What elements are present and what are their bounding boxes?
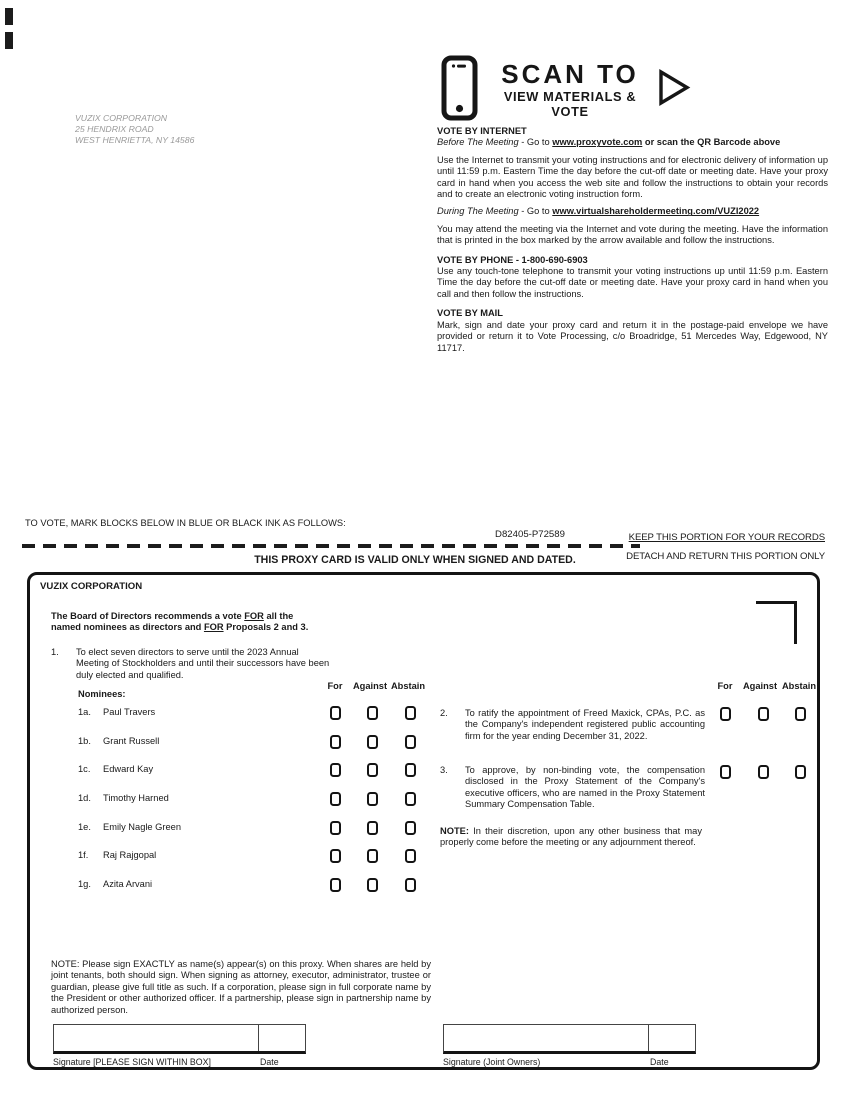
vote-by-phone-section: [437, 255, 828, 301]
vote-by-internet-section: [437, 126, 828, 247]
during-meeting-line: During The Meeting - Go to www.virtualshareholdermeeting.com/VUZI2022: [437, 206, 760, 217]
scan-subtitle: VIEW MATERIALS & VOTE: [503, 89, 637, 119]
proposal-1-number: 1.: [51, 647, 59, 657]
checkbox-1e-abstain[interactable]: [405, 821, 416, 835]
nominee-row: [30, 849, 450, 865]
voting-instructions: [437, 126, 828, 362]
signature-date-divider: [258, 1025, 259, 1051]
control-number: D82405-P72589: [495, 529, 565, 540]
signature-left-labels: [53, 1057, 279, 1068]
checkbox-1g-against[interactable]: [367, 878, 378, 892]
proposal-1-text: To elect seven directors to serve until the 2023 Annual Meeting of Stockholders and until their successors have been duly elected and qualified.: [76, 647, 330, 680]
checkbox-1f-abstain[interactable]: [405, 849, 416, 863]
date-label: Date: [650, 1057, 669, 1067]
registration-mark: [5, 32, 13, 49]
signature-label: Signature [PLEASE SIGN WITHIN BOX]: [53, 1057, 211, 1067]
proposal-3-number: 3.: [440, 765, 448, 775]
before-meeting-line: Before The Meeting - Go to www.proxyvote.com or scan the QR Barcode above: [437, 137, 781, 148]
nominee-id: 1g.: [78, 879, 91, 889]
nominee-name: Grant Russell: [103, 736, 160, 746]
nominee-row: [30, 792, 450, 808]
checkbox-1c-for[interactable]: [330, 763, 341, 777]
signature-box-primary[interactable]: [53, 1024, 306, 1054]
mark-instruction: TO VOTE, MARK BLOCKS BELOW IN BLUE OR BLACK INK AS FOLLOWS:: [25, 518, 346, 528]
proposal-2-text: To ratify the appointment of Freed Maxick, CPAs, P.C. as the Company's independent registered public accounting firm for the year ending December 31, 2022.: [465, 708, 705, 741]
detach-portion-label: DETACH AND RETURN THIS PORTION ONLY: [626, 551, 825, 562]
checkbox-1b-for[interactable]: [330, 735, 341, 749]
nominee-name: Emily Nagle Green: [103, 822, 182, 832]
vote-by-mail-section: [437, 308, 828, 354]
column-header-against: Against: [742, 681, 778, 691]
checkbox-1d-abstain[interactable]: [405, 792, 416, 806]
proposal-2-number: 2.: [440, 708, 448, 718]
checkbox-3-against[interactable]: [758, 765, 769, 779]
proxy-ballot-card: [27, 572, 820, 1070]
nominee-id: 1a.: [78, 707, 91, 717]
checkbox-1g-abstain[interactable]: [405, 878, 416, 892]
proposal-3-text: To approve, by non-binding vote, the compensation disclosed in the Proxy Statement of the Company's executive officers, who are named in the Proxy Statement Summary Compensation Table.: [465, 765, 705, 810]
checkbox-2-for[interactable]: [720, 707, 731, 721]
nominees-label: Nominees:: [78, 689, 126, 699]
internet-during-paragraph: You may attend the meeting via the Internet and vote during the meeting. Have the information that is printed in the box marked by the arrow available and follow the instructions.: [437, 223, 828, 246]
signature-date-divider: [648, 1025, 649, 1051]
checkbox-1e-against[interactable]: [367, 821, 378, 835]
address-line: VUZIX CORPORATION: [75, 113, 168, 123]
address-line: WEST HENRIETTA, NY 14586: [75, 134, 195, 145]
checkbox-1f-against[interactable]: [367, 849, 378, 863]
checkbox-3-for[interactable]: [720, 765, 731, 779]
signature-label: Signature (Joint Owners): [443, 1057, 541, 1067]
company-address: [75, 113, 194, 145]
checkbox-1b-abstain[interactable]: [405, 735, 416, 749]
phone-paragraph: Use any touch-tone telephone to transmit your voting instructions up until 11:59 p.m. Eastern Time the day before the cut-off date or meeting date. Have your proxy card in hand when you call and then follow the instructions.: [437, 266, 828, 299]
proxyvote-link[interactable]: www.proxyvote.com: [552, 137, 643, 148]
checkbox-1d-against[interactable]: [367, 792, 378, 806]
registration-mark: [5, 8, 13, 25]
board-recommendation: The Board of Directors recommends a vote FOR all the named nominees as directors and FOR Proposals 2 and 3.: [51, 611, 309, 633]
card-company-name: VUZIX CORPORATION: [40, 581, 143, 592]
checkbox-2-against[interactable]: [758, 707, 769, 721]
signature-right-labels: [443, 1057, 669, 1068]
vote-by-internet-heading: VOTE BY INTERNET: [437, 126, 527, 136]
checkbox-1d-for[interactable]: [330, 792, 341, 806]
keep-portion-label: KEEP THIS PORTION FOR YOUR RECORDS: [628, 532, 825, 543]
checkbox-3-abstain[interactable]: [795, 765, 806, 779]
nominee-name: Paul Travers: [103, 707, 156, 717]
nominee-row: [30, 735, 450, 751]
scan-banner: [441, 55, 691, 125]
vote-by-mail-heading: VOTE BY MAIL: [437, 308, 503, 319]
checkbox-1c-against[interactable]: [367, 763, 378, 777]
virtualshareholdermeeting-link[interactable]: www.virtualshareholdermeeting.com/VUZI2022: [552, 206, 760, 217]
column-header-for: For: [327, 681, 343, 691]
nominee-name: Edward Kay: [103, 764, 154, 774]
valid-when-signed-notice: THIS PROXY CARD IS VALID ONLY WHEN SIGNED AND DATED.: [254, 554, 576, 566]
smartphone-icon: [441, 55, 478, 126]
checkbox-2-abstain[interactable]: [795, 707, 806, 721]
nominee-name: Raj Rajgopal: [103, 850, 157, 860]
nominee-row: [30, 706, 450, 722]
nominee-id: 1d.: [78, 793, 91, 803]
nominee-name: Timothy Harned: [103, 793, 169, 803]
scan-banner-text: [490, 61, 650, 119]
signing-instructions-note: NOTE: Please sign EXACTLY as name(s) appear(s) on this proxy. When shares are held by joint tenants, both should sign. When signing as attorney, executor, administrator, trustee or guardian, please give full title as such. If a corporation, please sign in full corporate name by the President or other authorized officer. If a partnership, please sign in partnership name by authorized person.: [51, 959, 431, 1015]
signature-box-joint[interactable]: [443, 1024, 696, 1054]
checkbox-1f-for[interactable]: [330, 849, 341, 863]
nominee-name: Azita Arvani: [103, 879, 153, 889]
nominee-row: [30, 763, 450, 779]
nominee-id: 1f.: [78, 850, 89, 860]
column-header-abstain: Abstain: [390, 681, 426, 691]
arrow-right-icon: [658, 69, 691, 111]
checkbox-1a-against[interactable]: [367, 706, 378, 720]
checkbox-1e-for[interactable]: [330, 821, 341, 835]
nominee-id: 1e.: [78, 822, 91, 832]
mail-paragraph: Mark, sign and date your proxy card and return it in the postage-paid envelope we have provided or return it to Vote Processing, c/o Broadridge, 51 Mercedes Way, Edgewood, NY 11717.: [437, 319, 828, 353]
checkbox-1a-for[interactable]: [330, 706, 341, 720]
column-header-abstain: Abstain: [781, 681, 817, 691]
nominee-row: [30, 821, 450, 837]
discretion-note: NOTE: In their discretion, upon any other business that may properly come before the meeting or any adjournment thereof.: [440, 826, 702, 848]
vote-by-phone-heading: VOTE BY PHONE - 1-800-690-6903: [437, 254, 588, 265]
date-label: Date: [260, 1057, 279, 1067]
checkbox-1b-against[interactable]: [367, 735, 378, 749]
address-line: 25 HENDRIX ROAD: [75, 123, 154, 134]
checkbox-1g-for[interactable]: [330, 878, 341, 892]
nominee-id: 1b.: [78, 736, 91, 746]
checkbox-1c-abstain[interactable]: [405, 763, 416, 777]
corner-bracket-mark: [756, 601, 797, 644]
perforation-dashed-line: [22, 544, 640, 548]
column-header-against: Against: [352, 681, 388, 691]
internet-before-paragraph: Use the Internet to transmit your voting instructions and for electronic delivery of information up until 11:59 p.m. Eastern Time the day before the cut-off date or meeting date. Have your proxy card in hand when you access the web site and follow the instructions to obtain your records and to create an electronic voting instruction form.: [437, 154, 828, 200]
column-header-for: For: [717, 681, 733, 691]
checkbox-1a-abstain[interactable]: [405, 706, 416, 720]
scan-title: SCAN TO: [501, 59, 639, 89]
nominee-row: [30, 878, 450, 894]
nominee-id: 1c.: [78, 764, 91, 774]
